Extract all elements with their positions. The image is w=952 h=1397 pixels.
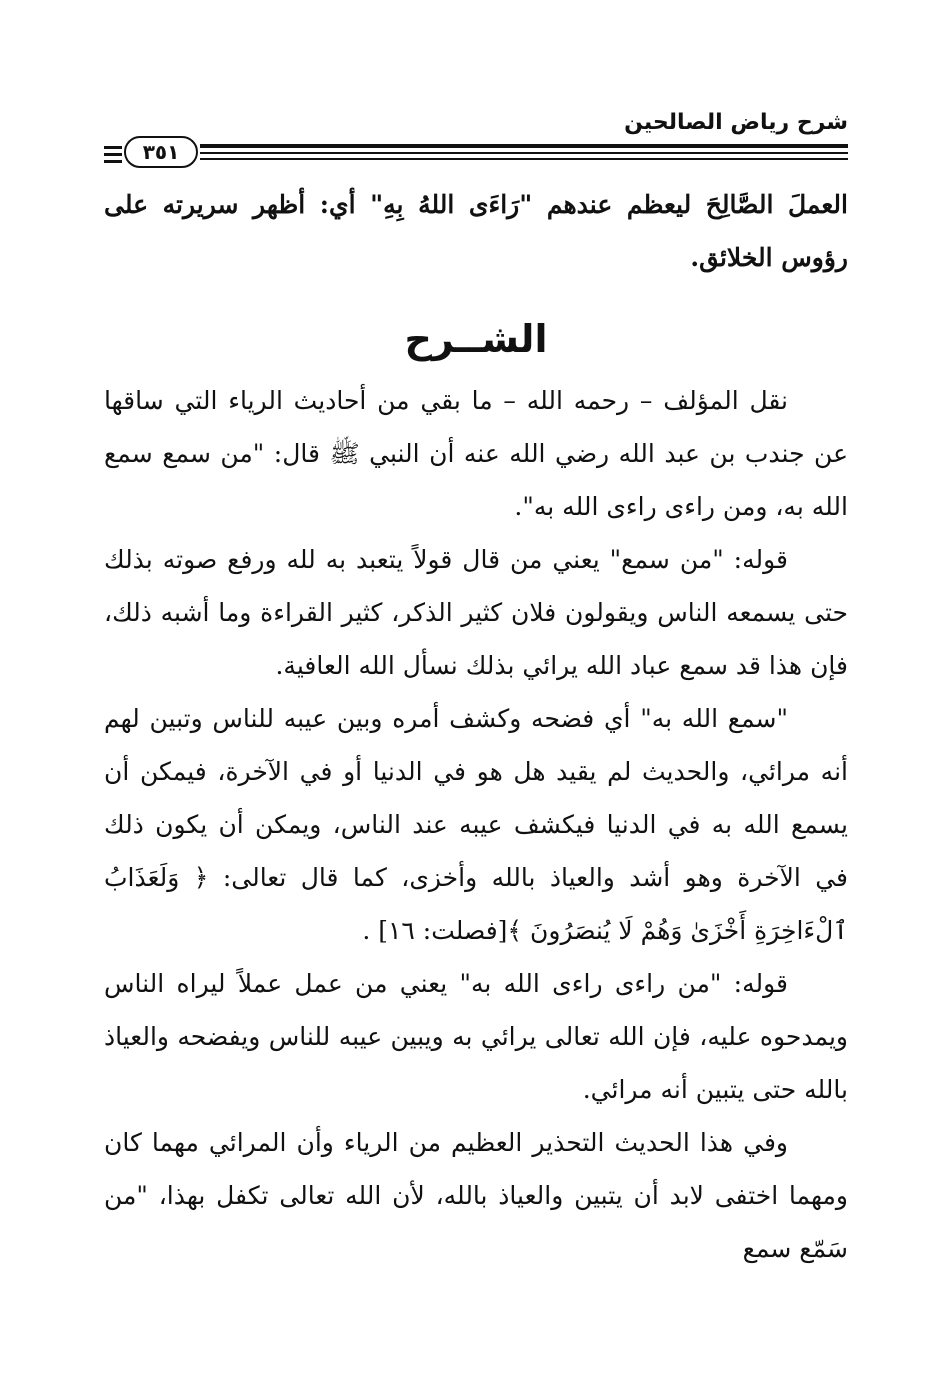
page-header [104, 108, 848, 168]
header-left-bars [104, 146, 122, 167]
body-paragraph-3: "سمع الله به" أي فضحه وكشف أمره وبين عيبه للناس وتبين لهم أنه مرائي، والحديث لم يقيد هل هو في الدنيا أو في الآخرة، فيمكن أن يسمع الله به في الدنيا فيكشف عيبه عند الناس، ويمكن أن يكون ذلك في الآخرة وهو أشد والعياذ بالله وأخزى، كما قال تعالى: ﴿ وَلَعَذَابُ ٱلْءَاخِرَةِ أَخْزَىٰ وَهُمْ لَا يُنصَرُونَ ﴾[فصلت: ١٦] . [104, 704, 848, 945]
body-paragraph-2: قوله: "من سمع" يعني من قال قولاً يتعبد به لله ورفع صوته بذلك حتى يسمعه الناس ويقولون فلان كثير الذكر، كثير القراءة وما أشبه ذلك، فإن هذا قد سمع عباد الله يرائي بذلك نسأل الله العافية. [104, 545, 848, 680]
header-rule-thin [200, 158, 848, 160]
intro-paragraph: العملَ الصَّالِحَ ليعظم عندهم "رَاءَى اللهُ بِهِ" أي: أظهر سريرته على رؤوس الخلائق. [104, 190, 848, 272]
book-title: شرح رياض الصالحين [624, 110, 848, 135]
body-paragraph-4: قوله: "من راءى راءى الله به" يعني من عمل عملاً ليراه الناس ويمدحوه عليه، فإن الله تعالى يرائي به ويبين عيبه للناس ويفضحه والعياذ بالله حتى يتبين أنه مرائي. [104, 969, 848, 1104]
header-rule-thick [200, 144, 848, 148]
page-number-badge: ٣٥١ [124, 136, 198, 168]
header-rule-middle [200, 152, 848, 154]
body-paragraph-1: نقل المؤلف – رحمه الله – ما بقي من أحاديث الرياء التي ساقها عن جندب بن عبد الله رضي الله عنه أن النبي ﷺ قال: "من سمع سمع الله به، ومن راءى راءى الله به". [104, 386, 848, 521]
section-heading: الشــرح [404, 317, 548, 361]
page-body [104, 178, 848, 1275]
body-paragraph-5: وفي هذا الحديث التحذير العظيم من الرياء وأن المرائي مهما كان ومهما اختفى لابد أن يتبين والعياذ بالله، لأن الله تعالى تكفل بهذا، "من سَمّع سمع [104, 1128, 848, 1263]
